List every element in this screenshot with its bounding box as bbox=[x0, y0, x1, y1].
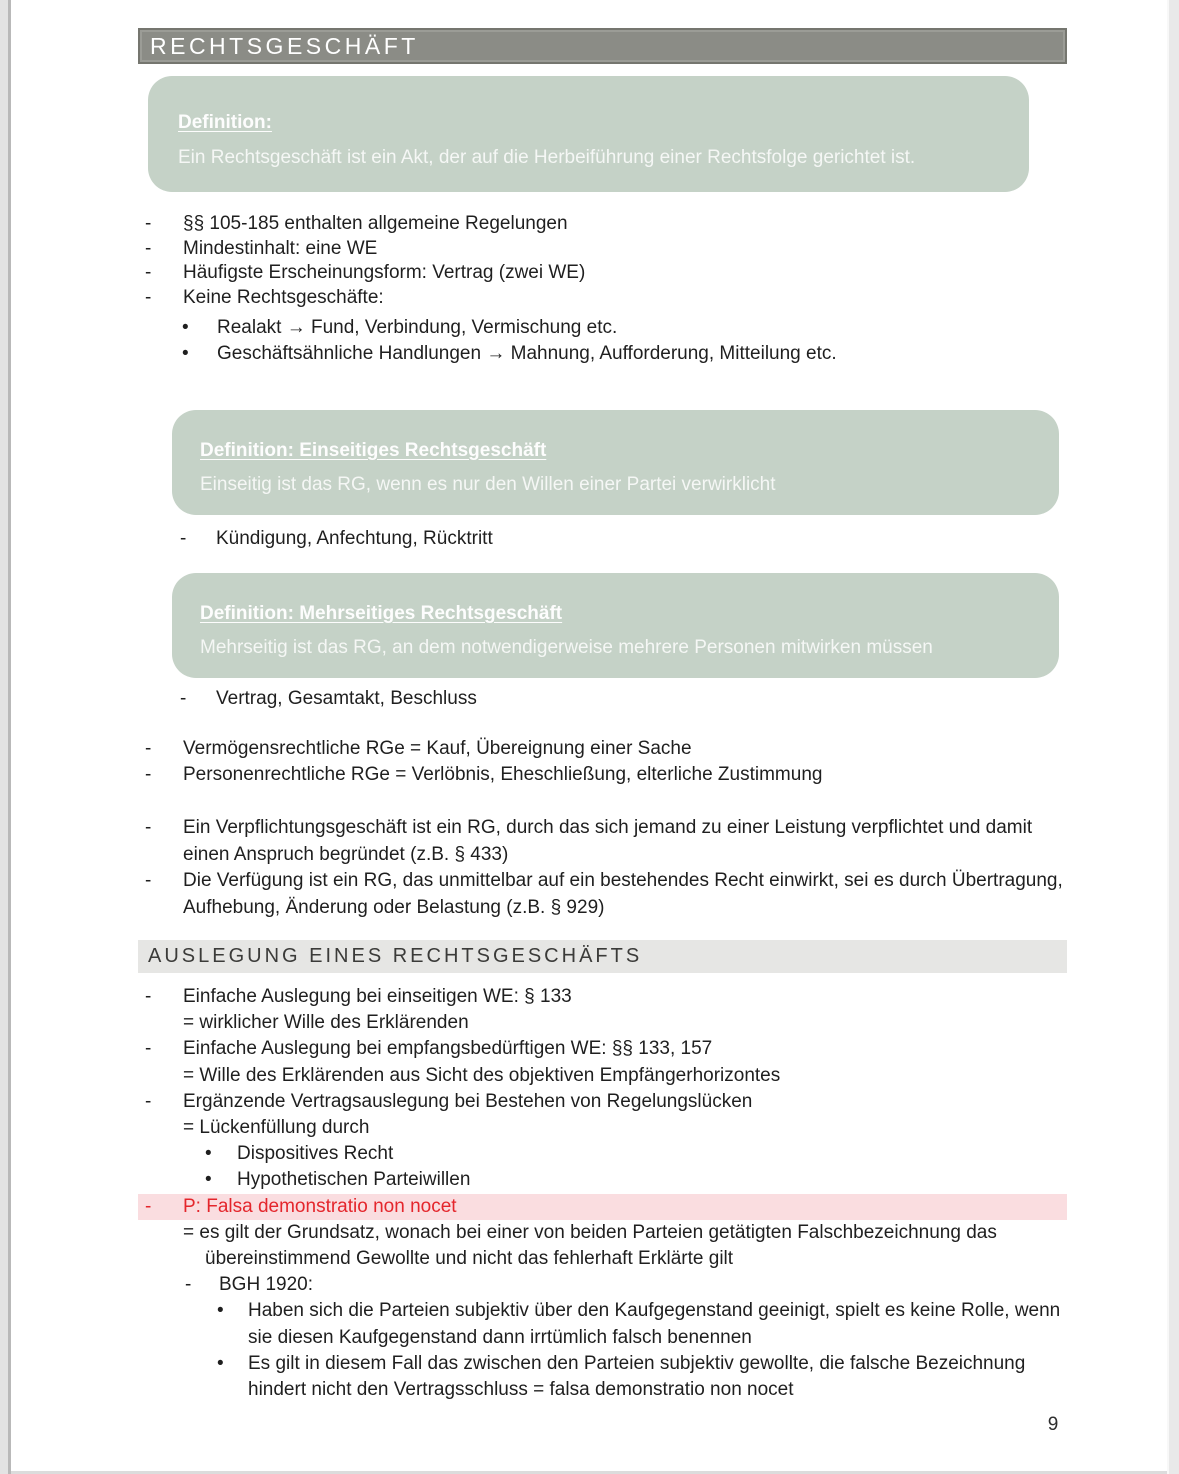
list-item-text: Keine Rechtsgeschäfte: bbox=[183, 286, 384, 308]
list-item-text: §§ 105-185 enthalten allgemeine Regelungen bbox=[183, 213, 568, 234]
list-item-text: BGH 1920: bbox=[219, 1274, 313, 1296]
definition-box-title: Definition: Mehrseitiges Rechtsgeschäft bbox=[200, 603, 563, 624]
list-item bbox=[138, 526, 1067, 552]
list-rge-arten bbox=[138, 736, 1067, 787]
dash-marker: - bbox=[145, 1038, 152, 1060]
dash-marker: - bbox=[180, 528, 187, 549]
dash-marker: - bbox=[185, 1274, 192, 1296]
list-item bbox=[138, 1036, 1067, 1062]
list-item-text: Vermögensrechtliche RGe = Kauf, Übereignung einer Sache bbox=[183, 738, 692, 759]
bullet-marker: • bbox=[205, 1169, 212, 1191]
bullet-marker: • bbox=[182, 342, 189, 364]
bullet-item-text: Es gilt in diesem Fall das zwischen den Parteien subjektiv gewollte, die falsche Bezeichnung hindert nicht den Vertragsschluss = falsa demonstratio non nocet bbox=[248, 1352, 1026, 1401]
page-number: 9 bbox=[1047, 1414, 1059, 1435]
bullet-marker: • bbox=[217, 1352, 224, 1374]
dash-marker: - bbox=[180, 688, 187, 709]
bullet-item-text: Dispositives Recht bbox=[237, 1143, 394, 1165]
dash-marker: - bbox=[145, 286, 152, 308]
list-item bbox=[138, 815, 1067, 868]
bullet-marker: • bbox=[217, 1300, 224, 1322]
definition-box-mehrseitiges bbox=[172, 573, 1059, 678]
dash-marker: - bbox=[145, 213, 152, 234]
bullet-item bbox=[138, 341, 1067, 367]
list-general-rules bbox=[138, 212, 1067, 366]
highlighted-problem-item bbox=[138, 1194, 1067, 1220]
page-content bbox=[138, 0, 1067, 1403]
list-verpflichtung-verfuegung bbox=[138, 815, 1067, 921]
sublist-keine-rechtsgeschaefte bbox=[138, 315, 1067, 366]
definition-box-title: Definition: Einseitiges Rechtsgeschäft bbox=[200, 440, 547, 461]
list-auslegung bbox=[138, 984, 1067, 1403]
list-item bbox=[138, 984, 1067, 1010]
list-item-text: Ein Verpflichtungsgeschäft ist ein RG, durch das sich jemand zu einer Leistung verpflichtet und damit einen Anspruch begründet (z.B. § 433) bbox=[183, 817, 1033, 865]
definition-box-body: Mehrseitig ist das RG, an dem notwendigerweise mehrere Personen mitwirken müssen bbox=[200, 637, 933, 658]
list-item bbox=[138, 237, 1067, 262]
definition-box-title: Definition: bbox=[178, 112, 272, 133]
list-item bbox=[138, 868, 1067, 921]
list-item bbox=[138, 1089, 1067, 1115]
definition-box-einseitiges bbox=[172, 410, 1059, 515]
list-item-text: Ergänzende Vertragsauslegung bei Bestehen von Regelungslücken bbox=[183, 1090, 753, 1112]
list-item bbox=[138, 212, 1067, 237]
dash-marker: - bbox=[145, 1195, 152, 1217]
page-edge-right bbox=[1167, 0, 1179, 1474]
list-item bbox=[138, 286, 1067, 311]
bullet-item bbox=[138, 1167, 1067, 1193]
bullet-item-text: Hypothetischen Parteiwillen bbox=[237, 1169, 471, 1191]
list-item-text: Einfache Auslegung bei einseitigen WE: § 133 bbox=[183, 986, 572, 1007]
bullet-marker: • bbox=[182, 317, 189, 338]
bullet-item bbox=[138, 1351, 1067, 1403]
definition-box-body: Einseitig ist das RG, wenn es nur den Willen einer Partei verwirklicht bbox=[200, 474, 776, 495]
list-item bbox=[138, 261, 1067, 286]
list-item-text: Häufigste Erscheinungsform: Vertrag (zwei WE) bbox=[183, 262, 586, 283]
dash-marker: - bbox=[145, 763, 152, 785]
equals-note: = es gilt der Grundsatz, wonach bei einer von beiden Parteien getätigten Falschbezeichnung das übereinstimmend Gewollte und nicht das fehlerhaft Erklärte gilt bbox=[183, 1221, 997, 1270]
list-item-text: Vertrag, Gesamtakt, Beschluss bbox=[216, 688, 477, 709]
bullet-item bbox=[138, 315, 1067, 341]
list-item-text: Mindestinhalt: eine WE bbox=[183, 237, 378, 259]
section-header-auslegung: AUSLEGUNG EINES RECHTSGESCHÄFTS bbox=[138, 940, 1067, 973]
section-header-rechtsgeschaeft: RECHTSGESCHÄFT bbox=[138, 28, 1067, 64]
list-item bbox=[138, 686, 1067, 712]
list-item bbox=[138, 736, 1067, 762]
bullet-item bbox=[138, 1298, 1067, 1350]
list-item bbox=[138, 1272, 1067, 1298]
bullet-marker: • bbox=[205, 1143, 212, 1165]
highlighted-problem-text: P: Falsa demonstratio non nocet bbox=[183, 1195, 457, 1217]
list-item-text: Einfache Auslegung bei empfangsbedürftigen WE: §§ 133, 157 bbox=[183, 1038, 713, 1060]
definition-box-body: Ein Rechtsgeschäft ist ein Akt, der auf die Herbeiführung einer Rechtsfolge gerichtet ist. bbox=[178, 147, 916, 168]
bullet-item-text: Geschäftsähnliche Handlungen → Mahnung, Aufforderung, Mitteilung etc. bbox=[217, 342, 837, 364]
definition-box-rechtsgeschaeft bbox=[148, 76, 1029, 192]
dash-marker: - bbox=[145, 1090, 152, 1112]
list-item-text: Kündigung, Anfechtung, Rücktritt bbox=[216, 528, 493, 549]
equals-note: = Wille des Erklärenden aus Sicht des objektiven Empfängerhorizontes bbox=[183, 1064, 781, 1086]
equals-note: = Lückenfüllung durch bbox=[183, 1117, 370, 1139]
dash-marker: - bbox=[145, 870, 152, 891]
list-item-text: Die Verfügung ist ein RG, das unmittelbar auf ein bestehendes Recht einwirkt, sei es durch Übertragung, Aufhebung, Änderung oder Belastung (z.B. § 929) bbox=[183, 870, 1063, 918]
dash-marker: - bbox=[145, 237, 152, 259]
bullet-item-text: Haben sich die Parteien subjektiv über den Kaufgegenstand geeinigt, spielt es keine Rolle, wenn sie diesen Kaufgegenstand dann irrtümlich falsch benennen bbox=[248, 1300, 1061, 1348]
dash-marker: - bbox=[145, 738, 152, 759]
dash-marker: - bbox=[145, 262, 152, 283]
list-item-text: Personenrechtliche RGe = Verlöbnis, Eheschließung, elterliche Zustimmung bbox=[183, 763, 823, 785]
dash-marker: - bbox=[145, 986, 152, 1007]
equals-note: = wirklicher Wille des Erklärenden bbox=[183, 1012, 469, 1034]
bullet-item-text: Realakt → Fund, Verbindung, Vermischung etc. bbox=[217, 317, 618, 338]
bullet-item bbox=[138, 1141, 1067, 1167]
page-edge-left bbox=[0, 0, 11, 1474]
dash-marker: - bbox=[145, 817, 152, 838]
list-item bbox=[138, 762, 1067, 788]
